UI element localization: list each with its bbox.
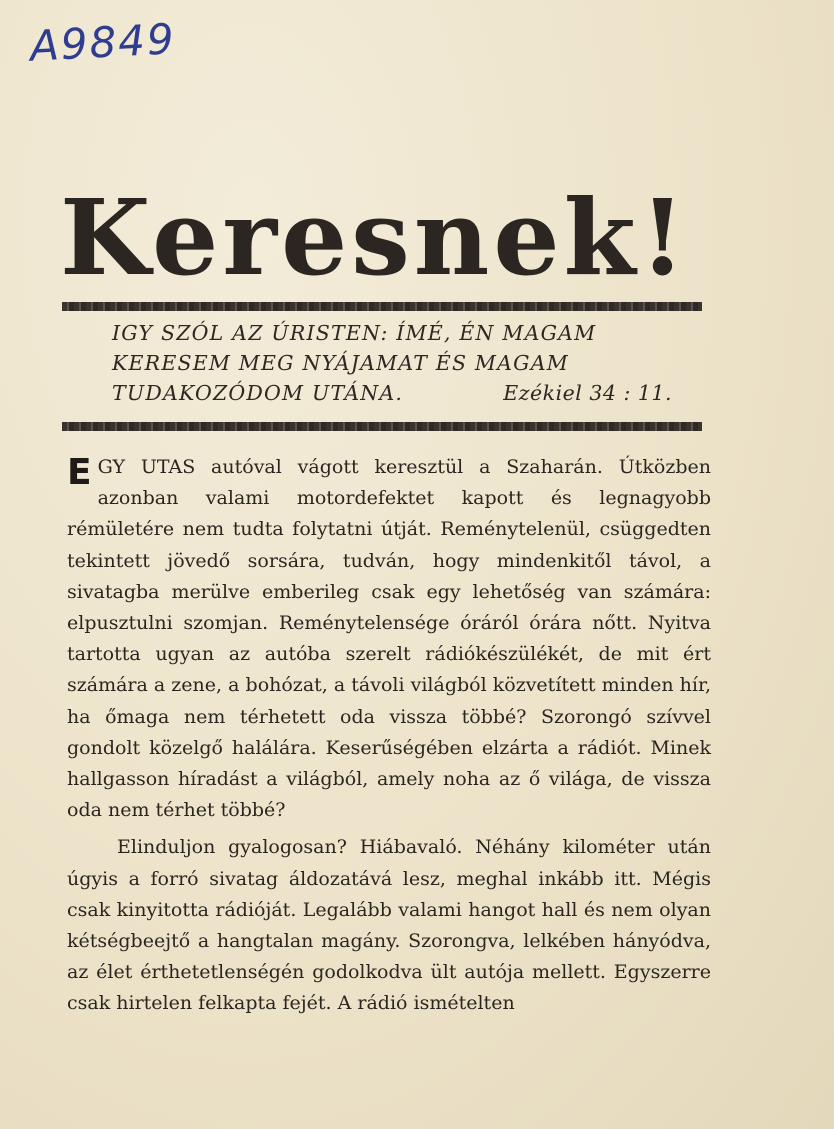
verse-line-3 xyxy=(112,378,672,408)
verse-line-1: IGY SZÓL AZ ÚRISTEN: ÍMÉ, ÉN MAGAM xyxy=(112,321,597,345)
bible-verse xyxy=(112,318,672,408)
handwritten-catalog-number: A9849 xyxy=(28,14,177,71)
paragraph-2: Elinduljon gyalogosan? Hiábavaló. Néhány kilométer után úgyis a forró sivatag áldozatává lesz, meghal inkább itt. Mégis csak kinyitotta rádióját. Legalább valami hangot hall és nem olyan kétségbeejtő a hangtalan magány. Szorongva, lelkében hányódva, az élet érthetetlenségén godolkodva ült autója mellett. Egyszerre csak hirtelen felkapta fejét. A rádió ismételten xyxy=(67,836,711,1015)
verse-line-3-text: TUDAKOZÓDOM UTÁNA. xyxy=(112,381,404,405)
article-body xyxy=(67,452,711,1020)
paragraph-1 xyxy=(67,452,711,826)
verse-reference: Ezékiel 34 : 11. xyxy=(503,381,672,405)
top-divider xyxy=(62,302,702,311)
drop-cap: E xyxy=(67,452,92,493)
bottom-divider xyxy=(62,422,702,431)
verse-line-2: KERESEM MEG NYÁJAMAT ÉS MAGAM xyxy=(112,351,569,375)
page-title: Keresnek! xyxy=(60,176,690,299)
paragraph-1-text: GY UTAS autóval vágott keresztül a Szaharán. Útközben azonban valami motordefektet kapott és legnagyobb rémületére nem tudta folytatni útját. Reménytelenül, csüggedten tekintett jövedő sorsára, tudván, hogy mindenkitől távol, a sivatagba merülve emberileg csak egy lehetőség van számára: elpusztulni szomjan. Reménytelensége óráról órára nőtt. Nyitva tartotta ugyan az autóba szerelt rádiókészülékét, de mit ért számára a zene, a bohózat, a távoli világból közvetített minden hír, ha őmaga nem térhetett oda vissza többé? Szorongó szívvel gondolt közelgő halálára. Keserűségében elzárta a rádiót. Minek hallgasson híradást a világból, amely noha az ő világa, de vissza oda nem térhet többé? xyxy=(67,456,711,822)
